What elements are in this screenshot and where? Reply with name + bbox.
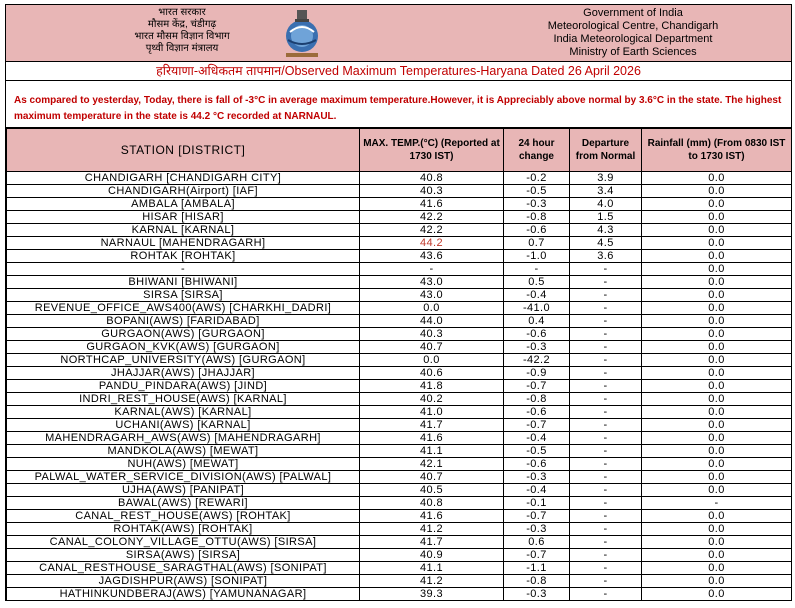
departure-cell: - (570, 588, 642, 601)
table-row (7, 172, 792, 185)
table-row (7, 497, 792, 510)
change-cell: -0.6 (504, 224, 570, 237)
english-line: Ministry of Earth Sciences (569, 46, 697, 58)
max-temp-cell: 41.2 (360, 523, 504, 536)
change-cell: 0.4 (504, 315, 570, 328)
table-row (7, 289, 792, 302)
max-temp-cell: 40.3 (360, 328, 504, 341)
rainfall-cell: 0.0 (642, 536, 792, 549)
station-cell: ROHTAK [ROHTAK] (7, 250, 360, 263)
station-cell: AMBALA [AMBALA] (7, 198, 360, 211)
station-cell: NORTHCAP_UNIVERSITY(AWS) [GURGAON] (7, 354, 360, 367)
table-row (7, 588, 792, 601)
change-cell: -41.0 (504, 302, 570, 315)
table-row (7, 536, 792, 549)
station-cell: KARNAL [KARNAL] (7, 224, 360, 237)
station-cell: - (7, 263, 360, 276)
table-row (7, 276, 792, 289)
max-temp-cell: 40.6 (360, 367, 504, 380)
station-cell: CHANDIGARH [CHANDIGARH CITY] (7, 172, 360, 185)
max-temp-cell: 40.7 (360, 341, 504, 354)
table-row (7, 471, 792, 484)
change-cell: -0.6 (504, 406, 570, 419)
station-cell: MANDKOLA(AWS) [MEWAT] (7, 445, 360, 458)
table-row (7, 211, 792, 224)
max-temp-cell: 42.2 (360, 224, 504, 237)
departure-cell: - (570, 471, 642, 484)
max-temp-cell: 40.2 (360, 393, 504, 406)
hindi-header (114, 7, 250, 55)
change-cell: -0.4 (504, 289, 570, 302)
hindi-line: भारत मौसम विज्ञान विभाग (134, 31, 230, 42)
max-temp-cell: 41.1 (360, 445, 504, 458)
change-cell: -0.3 (504, 588, 570, 601)
max-temp-cell: 43.0 (360, 289, 504, 302)
rainfall-cell: 0.0 (642, 315, 792, 328)
max-temp-cell: 43.0 (360, 276, 504, 289)
max-temp-cell: 41.2 (360, 575, 504, 588)
max-temp-cell: 41.0 (360, 406, 504, 419)
max-temp-cell: 43.6 (360, 250, 504, 263)
table-row (7, 523, 792, 536)
change-cell: -0.3 (504, 523, 570, 536)
station-cell: UJHA(AWS) [PANIPAT] (7, 484, 360, 497)
station-cell: REVENUE_OFFICE_AWS400(AWS) [CHARKHI_DADRI] (7, 302, 360, 315)
max-temp-cell: 44.2 (360, 237, 504, 250)
rainfall-cell: 0.0 (642, 198, 792, 211)
departure-cell: - (570, 380, 642, 393)
english-line: Meteorological Centre, Chandigarh (547, 20, 719, 32)
column-header-max-temp: MAX. TEMP.(°C) (Reported at 1730 IST) (360, 129, 504, 172)
max-temp-cell: 40.5 (360, 484, 504, 497)
station-cell: MAHENDRAGARH_AWS(AWS) [MAHENDRAGARH] (7, 432, 360, 445)
table-row (7, 354, 792, 367)
rainfall-cell: 0.0 (642, 341, 792, 354)
departure-cell: - (570, 406, 642, 419)
rainfall-cell: 0.0 (642, 471, 792, 484)
rainfall-cell: 0.0 (642, 406, 792, 419)
departure-cell: - (570, 315, 642, 328)
change-cell: 0.6 (504, 536, 570, 549)
report-title (6, 62, 791, 81)
station-cell: ROHTAK(AWS) [ROHTAK] (7, 523, 360, 536)
departure-cell: 3.9 (570, 172, 642, 185)
station-cell: NARNAUL [MAHENDRAGARH] (7, 237, 360, 250)
departure-cell: - (570, 263, 642, 276)
change-cell: -0.7 (504, 419, 570, 432)
max-temp-cell: - (360, 263, 504, 276)
rainfall-cell: 0.0 (642, 367, 792, 380)
max-temp-cell: 41.7 (360, 419, 504, 432)
departure-cell: 1.5 (570, 211, 642, 224)
station-cell: BAWAL(AWS) [REWARI] (7, 497, 360, 510)
table-row (7, 367, 792, 380)
table-row (7, 393, 792, 406)
table-row (7, 198, 792, 211)
temperature-table (6, 128, 792, 601)
rainfall-cell: 0.0 (642, 185, 792, 198)
hindi-line: मौसम केंद्र, चंडीगढ़ (147, 19, 217, 30)
departure-cell: - (570, 510, 642, 523)
rainfall-cell: 0.0 (642, 393, 792, 406)
table-row (7, 484, 792, 497)
rainfall-cell: 0.0 (642, 445, 792, 458)
table-row (7, 445, 792, 458)
rainfall-cell: 0.0 (642, 510, 792, 523)
change-cell: -0.5 (504, 445, 570, 458)
table-row (7, 458, 792, 471)
station-cell: BOPANI(AWS) [FARIDABAD] (7, 315, 360, 328)
departure-cell: 4.0 (570, 198, 642, 211)
rainfall-cell: 0.0 (642, 250, 792, 263)
title-english: Observed Maximum Temperatures-Haryana Dated 26 April 2026 (284, 64, 641, 78)
column-header-rainfall: Rainfall (mm) (From 0830 IST to 1730 IST) (642, 129, 792, 172)
rainfall-cell: 0.0 (642, 354, 792, 367)
departure-cell: 3.6 (570, 250, 642, 263)
change-cell: -0.7 (504, 549, 570, 562)
table-row (7, 575, 792, 588)
table-body (7, 172, 792, 601)
departure-cell: - (570, 432, 642, 445)
table-row (7, 315, 792, 328)
departure-cell: - (570, 289, 642, 302)
change-cell: 0.5 (504, 276, 570, 289)
table-row (7, 562, 792, 575)
table-row (7, 328, 792, 341)
rainfall-cell: 0.0 (642, 380, 792, 393)
change-cell: -0.4 (504, 432, 570, 445)
departure-cell: - (570, 523, 642, 536)
english-header (523, 7, 743, 59)
imd-emblem-icon (276, 8, 328, 58)
max-temp-cell: 41.1 (360, 562, 504, 575)
change-cell: -0.5 (504, 185, 570, 198)
rainfall-cell: 0.0 (642, 432, 792, 445)
rainfall-cell: 0.0 (642, 302, 792, 315)
max-temp-cell: 41.7 (360, 536, 504, 549)
departure-cell: - (570, 354, 642, 367)
change-cell: -1.0 (504, 250, 570, 263)
table-row (7, 250, 792, 263)
english-line: India Meteorological Department (553, 33, 713, 45)
departure-cell: - (570, 302, 642, 315)
departure-cell: - (570, 484, 642, 497)
max-temp-cell: 40.3 (360, 185, 504, 198)
departure-cell: - (570, 497, 642, 510)
change-cell: -0.3 (504, 471, 570, 484)
rainfall-cell: 0.0 (642, 575, 792, 588)
rainfall-cell: 0.0 (642, 211, 792, 224)
hindi-line: भारत सरकार (158, 7, 206, 18)
table-row (7, 224, 792, 237)
station-cell: GURGAON_KVK(AWS) [GURGAON] (7, 341, 360, 354)
table-header-row (7, 129, 792, 172)
title-hindi: हरियाणा-अधिकतम तापमान/ (156, 64, 285, 78)
change-cell: -0.3 (504, 341, 570, 354)
station-cell: GURGAON(AWS) [GURGAON] (7, 328, 360, 341)
departure-cell: - (570, 419, 642, 432)
station-cell: CHANDIGARH(Airport) [IAF] (7, 185, 360, 198)
column-header-24h-change: 24 hour change (504, 129, 570, 172)
change-cell: -0.8 (504, 211, 570, 224)
rainfall-cell: 0.0 (642, 588, 792, 601)
table-row (7, 549, 792, 562)
station-cell: BHIWANI [BHIWANI] (7, 276, 360, 289)
max-temp-cell: 0.0 (360, 354, 504, 367)
report-header (6, 5, 791, 62)
max-temp-cell: 41.6 (360, 198, 504, 211)
table-row (7, 341, 792, 354)
change-cell: -0.2 (504, 172, 570, 185)
table-row (7, 510, 792, 523)
table-row (7, 237, 792, 250)
rainfall-cell: 0.0 (642, 237, 792, 250)
rainfall-cell: 0.0 (642, 224, 792, 237)
rainfall-cell: 0.0 (642, 458, 792, 471)
change-cell: -0.9 (504, 367, 570, 380)
summary-text: As compared to yesterday, Today, there is fall of -3°C in average maximum temperature.However, it is Appreciably above normal by 3.6°C in the state. The highest maximum temperature in the state is 44.2 °C recorded at NARNAUL. (6, 81, 791, 128)
rainfall-cell: - (642, 497, 792, 510)
departure-cell: 4.3 (570, 224, 642, 237)
rainfall-cell: 0.0 (642, 328, 792, 341)
station-cell: PANDU_PINDARA(AWS) [JIND] (7, 380, 360, 393)
change-cell: -0.4 (504, 484, 570, 497)
english-line: Government of India (583, 7, 683, 19)
departure-cell: - (570, 393, 642, 406)
change-cell: -0.8 (504, 575, 570, 588)
max-temp-cell: 41.6 (360, 510, 504, 523)
table-row (7, 185, 792, 198)
table-row (7, 432, 792, 445)
station-cell: JHAJJAR(AWS) [JHAJJAR] (7, 367, 360, 380)
table-row (7, 419, 792, 432)
change-cell: -0.6 (504, 328, 570, 341)
rainfall-cell: 0.0 (642, 419, 792, 432)
change-cell: -0.6 (504, 458, 570, 471)
max-temp-cell: 40.7 (360, 471, 504, 484)
departure-cell: - (570, 575, 642, 588)
table-row (7, 263, 792, 276)
rainfall-cell: 0.0 (642, 263, 792, 276)
change-cell: -0.8 (504, 393, 570, 406)
change-cell: 0.7 (504, 237, 570, 250)
station-cell: UCHANI(AWS) [KARNAL] (7, 419, 360, 432)
departure-cell: 3.4 (570, 185, 642, 198)
station-cell: CANAL_REST_HOUSE(AWS) [ROHTAK] (7, 510, 360, 523)
table-row (7, 406, 792, 419)
departure-cell: - (570, 341, 642, 354)
station-cell: CANAL_RESTHOUSE_SARAGTHAL(AWS) [SONIPAT] (7, 562, 360, 575)
table-row (7, 380, 792, 393)
departure-cell: - (570, 445, 642, 458)
report-sheet (5, 4, 792, 601)
departure-cell: - (570, 328, 642, 341)
max-temp-cell: 41.8 (360, 380, 504, 393)
change-cell: -0.7 (504, 380, 570, 393)
departure-cell: - (570, 276, 642, 289)
max-temp-cell: 0.0 (360, 302, 504, 315)
rainfall-cell: 0.0 (642, 523, 792, 536)
change-cell: -0.7 (504, 510, 570, 523)
rainfall-cell: 0.0 (642, 562, 792, 575)
station-cell: JAGDISHPUR(AWS) [SONIPAT] (7, 575, 360, 588)
departure-cell: 4.5 (570, 237, 642, 250)
station-cell: SIRSA [SIRSA] (7, 289, 360, 302)
rainfall-cell: 0.0 (642, 484, 792, 497)
station-cell: PALWAL_WATER_SERVICE_DIVISION(AWS) [PALWAL] (7, 471, 360, 484)
station-cell: NUH(AWS) [MEWAT] (7, 458, 360, 471)
hindi-line: पृथ्वी विज्ञान मंत्रालय (145, 43, 219, 54)
departure-cell: - (570, 549, 642, 562)
max-temp-cell: 40.8 (360, 172, 504, 185)
max-temp-cell: 44.0 (360, 315, 504, 328)
rainfall-cell: 0.0 (642, 549, 792, 562)
max-temp-cell: 41.6 (360, 432, 504, 445)
departure-cell: - (570, 458, 642, 471)
station-cell: SIRSA(AWS) [SIRSA] (7, 549, 360, 562)
max-temp-cell: 39.3 (360, 588, 504, 601)
change-cell: -1.1 (504, 562, 570, 575)
departure-cell: - (570, 367, 642, 380)
rainfall-cell: 0.0 (642, 276, 792, 289)
change-cell: -0.1 (504, 497, 570, 510)
max-temp-cell: 40.8 (360, 497, 504, 510)
table-row (7, 302, 792, 315)
change-cell: -42.2 (504, 354, 570, 367)
max-temp-cell: 42.1 (360, 458, 504, 471)
station-cell: HISAR [HISAR] (7, 211, 360, 224)
rainfall-cell: 0.0 (642, 289, 792, 302)
departure-cell: - (570, 536, 642, 549)
change-cell: -0.3 (504, 198, 570, 211)
station-cell: CANAL_COLONY_VILLAGE_OTTU(AWS) [SIRSA] (7, 536, 360, 549)
column-header-departure: Departure from Normal (570, 129, 642, 172)
station-cell: KARNAL(AWS) [KARNAL] (7, 406, 360, 419)
max-temp-cell: 40.9 (360, 549, 504, 562)
station-cell: INDRI_REST_HOUSE(AWS) [KARNAL] (7, 393, 360, 406)
change-cell: - (504, 263, 570, 276)
station-cell: HATHINKUNDBERAJ(AWS) [YAMUNANAGAR] (7, 588, 360, 601)
departure-cell: - (570, 562, 642, 575)
max-temp-cell: 42.2 (360, 211, 504, 224)
column-header-station: STATION [DISTRICT] (7, 129, 360, 172)
rainfall-cell: 0.0 (642, 172, 792, 185)
